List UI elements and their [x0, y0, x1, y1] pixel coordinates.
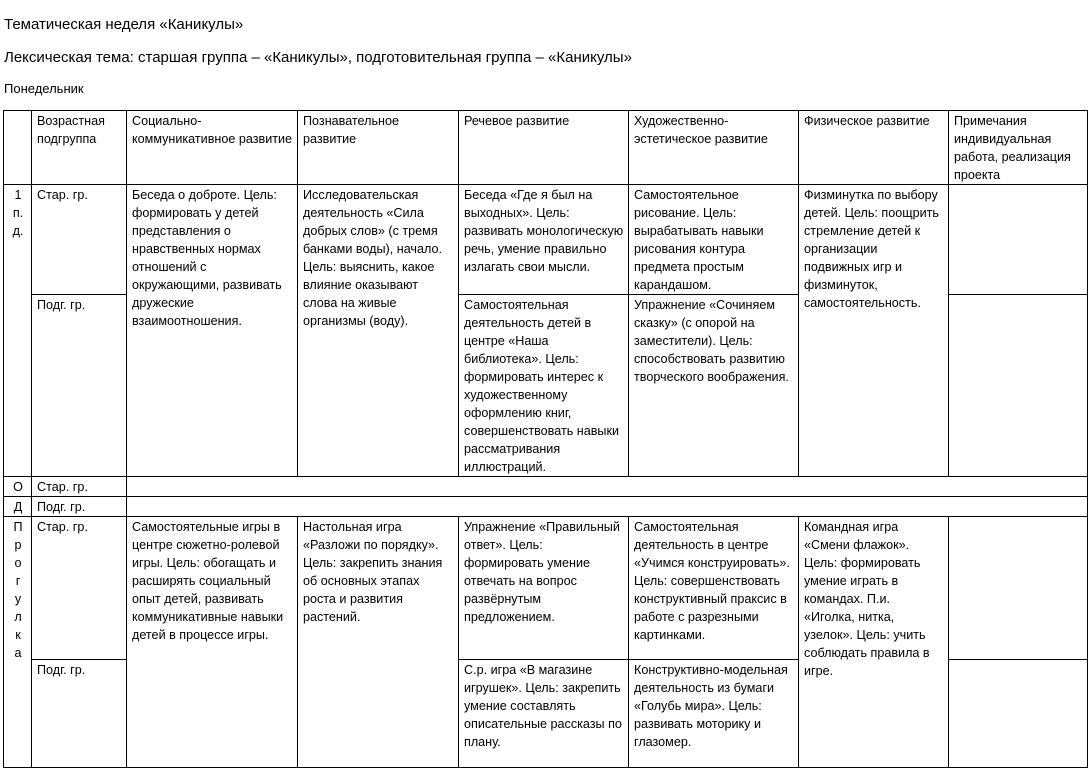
first-cognitive-cell: Исследовательская деятельность «Сила добрых слов» (с тремя банками воды), начало. Цель: выяснить, какое влияние оказывают слова на живые организмы (воду). [298, 185, 459, 477]
walk-physical-cell: Командная игра «Смени флажок». Цель: формировать умение играть в командах. П.и. «Иголка, нитка, узелок». Цель: учить соблюдать правила в игре. [799, 517, 949, 768]
first-speech-prep-cell: Самостоятельная деятельность детей в центре «Наша библиотека». Цель: формировать интерес к художественному оформлению книг, совершенствовать навыки рассматривания иллюстраций. [459, 295, 629, 477]
walk-cognitive-cell: Настольная игра «Разложи по порядку». Цель: закрепить знания об основных этапах роста и развития растений. [298, 517, 459, 768]
lexical-topic: Лексическая тема: старшая группа – «Каникулы», подготовительная группа – «Каникулы» [4, 49, 632, 66]
document-title: Тематическая неделя «Каникулы» [4, 16, 244, 33]
first-physical-cell: Физминутка по выбору детей. Цель: поощрить стремление детей к организации подвижных игр и физминуток, самостоятельность. [799, 185, 949, 477]
walk-speech-senior-cell: Упражнение «Правильный ответ». Цель: формировать умение отвечать на вопрос развёрнутым предложением. [459, 517, 629, 660]
section-first-half: 1 п. д. [4, 185, 32, 477]
walk-art-prep-cell: Конструктивно-модельная деятельность из бумаги «Голубь мира». Цель: развивать моторику и глазомер. [629, 660, 799, 768]
first-social-cell: Беседа о доброте. Цель: формировать у детей представления о нравственных нормах отношений с окружающими, развивать дружеские взаимоотношения. [127, 185, 298, 477]
group-senior: Стар. гр. [32, 477, 127, 497]
group-prep: Подг. гр. [32, 295, 127, 477]
header-section-cell [4, 111, 32, 185]
group-senior: Стар. гр. [32, 185, 127, 295]
first-art-prep-cell: Упражнение «Сочиняем сказку» (с опорой на заместители). Цель: способствовать развитию творческого воображения. [629, 295, 799, 477]
first-art-senior-cell: Самостоятельное рисование. Цель: вырабатывать навыки рисования контура предмета простым карандашом. [629, 185, 799, 295]
first-notes-prep-cell [949, 295, 1088, 477]
group-senior: Стар. гр. [32, 517, 127, 660]
od-prep-content [127, 497, 1088, 517]
first-speech-senior-cell: Беседа «Где я был на выходных». Цель: развивать монологическую речь, умение правильно излагать свои мысли. [459, 185, 629, 295]
first-half-senior-row [4, 185, 1088, 295]
group-prep: Подг. гр. [32, 497, 127, 517]
walk-notes-prep-cell [949, 660, 1088, 768]
header-row [4, 111, 1088, 185]
day-label: Понедельник [4, 81, 84, 96]
od-prep-row [4, 497, 1088, 517]
walk-social-cell: Самостоятельные игры в центре сюжетно-ролевой игры. Цель: обогащать и расширять социальный опыт детей, развивать коммуникативные навыки детей в процессе игры. [127, 517, 298, 768]
header-social: Социально-коммуникативное развитие [127, 111, 298, 185]
header-physical: Физическое развитие [799, 111, 949, 185]
od-senior-row [4, 477, 1088, 497]
walk-senior-row [4, 517, 1088, 660]
header-art: Художественно-эстетическое развитие [629, 111, 799, 185]
walk-notes-senior-cell [949, 517, 1088, 660]
walk-art-senior-cell: Самостоятельная деятельность в центре «Учимся конструировать». Цель: совершенствовать конструктивный праксис в работе с разрезными картинками. [629, 517, 799, 660]
header-notes: Примечания индивидуальная работа, реализация проекта [949, 111, 1088, 185]
header-age-group: Возрастная подгруппа [32, 111, 127, 185]
header-speech: Речевое развитие [459, 111, 629, 185]
walk-speech-prep-cell: С.р. игра «В магазине игрушек». Цель: закрепить умение составлять описательные рассказы по плану. [459, 660, 629, 768]
section-od-d: Д [4, 497, 32, 517]
first-notes-senior-cell [949, 185, 1088, 295]
header-cognitive: Познавательное развитие [298, 111, 459, 185]
section-od-o: О [4, 477, 32, 497]
od-senior-content [127, 477, 1088, 497]
section-walk: П р о г у л к а [4, 517, 32, 768]
plan-table [3, 110, 1088, 768]
group-prep: Подг. гр. [32, 660, 127, 768]
